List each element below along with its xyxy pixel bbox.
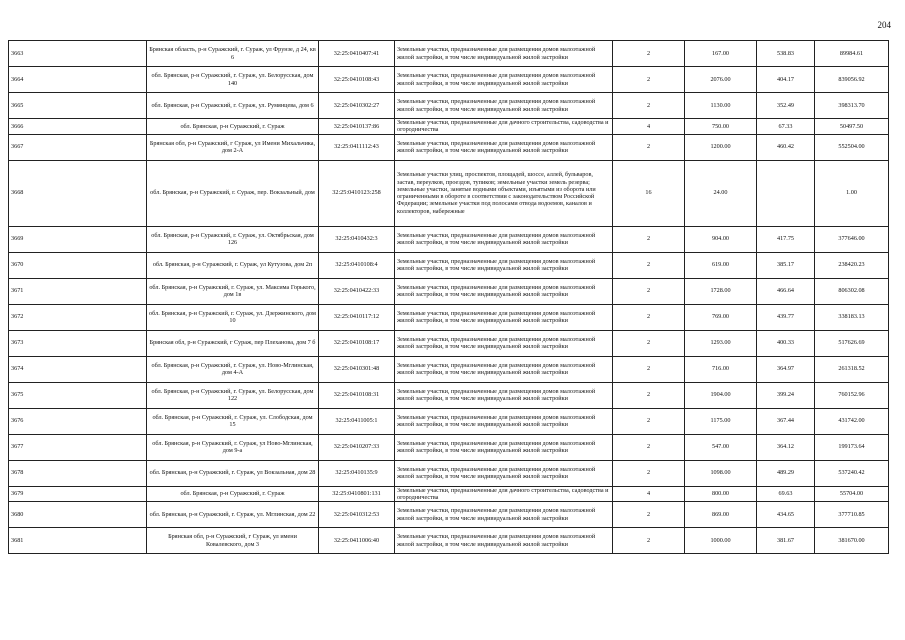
cadastral-number-cell: 32:25:0410108:43 <box>319 67 395 93</box>
table-row <box>9 356 889 382</box>
address-cell: обл. Брянская, р-н Суражский, г. Сураж, ул Ново-Мглинская, дом 9-а <box>147 434 319 460</box>
specific-value-cell: 67.33 <box>757 119 815 135</box>
cadastral-value-cell: 537240.42 <box>815 460 889 486</box>
cadastral-number-cell: 32:25:0410207:33 <box>319 434 395 460</box>
specific-value-cell: 439.77 <box>757 304 815 330</box>
address-cell: Брянская обл, р-н Суражский, г Сураж, ул имени Ковалевского, дом 3 <box>147 528 319 554</box>
cadastral-value-cell: 806302.08 <box>815 278 889 304</box>
use-group-code-cell: 2 <box>613 134 685 160</box>
row-number: 3676 <box>9 408 147 434</box>
cadastral-number-cell: 32:25:0410108:4 <box>319 252 395 278</box>
table-row <box>9 278 889 304</box>
cadastral-value-cell: 55704.00 <box>815 486 889 502</box>
address-cell: обл. Брянская, р-н Суражский, г. Сураж, ул. Румянцева, дом 6 <box>147 93 319 119</box>
area-cell: 1098.00 <box>685 460 757 486</box>
land-use-cell: Земельные участки, предназначенные для размещения домов малоэтажной жилой застройки, в том числе индивидуальной жилой застройки <box>395 93 613 119</box>
table-row <box>9 226 889 252</box>
row-number: 3677 <box>9 434 147 460</box>
row-number: 3673 <box>9 330 147 356</box>
cadastral-number-cell: 32:25:0410407:41 <box>319 41 395 67</box>
use-group-code-cell: 2 <box>613 41 685 67</box>
land-use-cell: Земельные участки, предназначенные для размещения домов малоэтажной жилой застройки, в том числе индивидуальной жилой застройки <box>395 134 613 160</box>
specific-value-cell: 352.49 <box>757 93 815 119</box>
row-number: 3672 <box>9 304 147 330</box>
cadastral-value-cell: 552504.00 <box>815 134 889 160</box>
cadastral-value-cell: 377710.85 <box>815 502 889 528</box>
address-cell: обл. Брянская, р-н Суражский, г. Сураж, ул. Ново-Мглинская, дом 4-А <box>147 356 319 382</box>
cadastral-number-cell: 32:25:0411112:43 <box>319 134 395 160</box>
area-cell: 716.00 <box>685 356 757 382</box>
area-cell: 1293.00 <box>685 330 757 356</box>
area-cell: 1200.00 <box>685 134 757 160</box>
row-number: 3680 <box>9 502 147 528</box>
specific-value-cell: 466.64 <box>757 278 815 304</box>
area-cell: 1130.00 <box>685 93 757 119</box>
cadastral-number-cell: 32:25:0411006:40 <box>319 528 395 554</box>
cadastral-value-cell: 199173.64 <box>815 434 889 460</box>
land-use-cell: Земельные участки, предназначенные для размещения домов малоэтажной жилой застройки, в том числе индивидуальной жилой застройки <box>395 41 613 67</box>
address-cell: обл. Брянская, р-н Суражский, г. Сураж, ул. Мглинская, дом 22 <box>147 502 319 528</box>
address-cell: обл. Брянская, р-н Суражский, г. Сураж, ул Вокзальная, дом 28 <box>147 460 319 486</box>
land-use-cell: Земельные участки, предназначенные для размещения домов малоэтажной жилой застройки, в том числе индивидуальной жилой застройки <box>395 460 613 486</box>
cadastral-number-cell: 32:25:0411005:1 <box>319 408 395 434</box>
specific-value-cell: 489.29 <box>757 460 815 486</box>
row-number: 3665 <box>9 93 147 119</box>
specific-value-cell: 434.65 <box>757 502 815 528</box>
cadastral-value-cell: 839056.92 <box>815 67 889 93</box>
table-row <box>9 502 889 528</box>
land-use-cell: Земельные участки улиц, проспектов, площадей, шоссе, аллей, бульваров, застав, переулков, проездов, тупиков; земельные участки земель резерва; земельные участки, занятые водными объектами, изъятыми из оборота или ограниченными в обороте в соответствии с законодательством Российской Федерации; земельные участки под полосами отвода водоемов, каналов и коллекторов, набережные <box>395 160 613 226</box>
page-number: 204 <box>877 20 891 30</box>
row-number: 3669 <box>9 226 147 252</box>
cadastral-value-cell: 338183.13 <box>815 304 889 330</box>
address-cell: обл. Брянская, р-н Суражский, г. Сураж, ул. Октябрьская, дом 126 <box>147 226 319 252</box>
row-number: 3664 <box>9 67 147 93</box>
table-row <box>9 134 889 160</box>
address-cell: обл. Брянская, р-н Суражский, г. Сураж, ул. Дзержинского, дом 10 <box>147 304 319 330</box>
table-row <box>9 330 889 356</box>
land-use-cell: Земельные участки, предназначенные для размещения домов малоэтажной жилой застройки, в том числе индивидуальной жилой застройки <box>395 67 613 93</box>
cadastral-number-cell: 32:25:0410302:27 <box>319 93 395 119</box>
address-cell: Брянская область, р-н Суражский, г. Сураж, ул Фрунзе, д 24, кв 6 <box>147 41 319 67</box>
specific-value-cell: 381.67 <box>757 528 815 554</box>
area-cell: 1175.00 <box>685 408 757 434</box>
land-use-cell: Земельные участки, предназначенные для размещения домов малоэтажной жилой застройки, в том числе индивидуальной жилой застройки <box>395 252 613 278</box>
specific-value-cell: 404.17 <box>757 67 815 93</box>
row-number: 3670 <box>9 252 147 278</box>
cadastral-number-cell: 32:25:0410123:258 <box>319 160 395 226</box>
specific-value-cell <box>757 160 815 226</box>
land-use-cell: Земельные участки, предназначенные для размещения домов малоэтажной жилой застройки, в том числе индивидуальной жилой застройки <box>395 528 613 554</box>
address-cell: Брянская обл, р-н Суражский, г Сураж, пер Плеханова, дом 7 б <box>147 330 319 356</box>
use-group-code-cell: 2 <box>613 67 685 93</box>
use-group-code-cell: 2 <box>613 460 685 486</box>
area-cell: 167.00 <box>685 41 757 67</box>
land-use-cell: Земельные участки, предназначенные для размещения домов малоэтажной жилой застройки, в том числе индивидуальной жилой застройки <box>395 502 613 528</box>
area-cell: 800.00 <box>685 486 757 502</box>
table-row <box>9 382 889 408</box>
table-row <box>9 304 889 330</box>
land-use-cell: Земельные участки, предназначенные для размещения домов малоэтажной жилой застройки, в том числе индивидуальной жилой застройки <box>395 356 613 382</box>
table-row <box>9 408 889 434</box>
use-group-code-cell: 2 <box>613 528 685 554</box>
row-number: 3678 <box>9 460 147 486</box>
cadastral-value-cell: 50497.50 <box>815 119 889 135</box>
address-cell: обл. Брянская, р-н Суражский, г. Сураж <box>147 119 319 135</box>
cadastral-number-cell: 32:25:0410301:48 <box>319 356 395 382</box>
specific-value-cell: 367.44 <box>757 408 815 434</box>
land-use-cell: Земельные участки, предназначенные для размещения домов малоэтажной жилой застройки, в том числе индивидуальной жилой застройки <box>395 330 613 356</box>
cadastral-value-cell: 261318.52 <box>815 356 889 382</box>
use-group-code-cell: 2 <box>613 304 685 330</box>
cadastral-value-cell: 238420.23 <box>815 252 889 278</box>
use-group-code-cell: 4 <box>613 486 685 502</box>
table-row <box>9 486 889 502</box>
table-row <box>9 93 889 119</box>
table-row <box>9 434 889 460</box>
row-number: 3679 <box>9 486 147 502</box>
specific-value-cell: 417.75 <box>757 226 815 252</box>
use-group-code-cell: 16 <box>613 160 685 226</box>
use-group-code-cell: 2 <box>613 408 685 434</box>
use-group-code-cell: 2 <box>613 434 685 460</box>
address-cell: обл. Брянская, р-н Суражский, г. Сураж, ул. Белорусская, дом 122 <box>147 382 319 408</box>
table-row <box>9 160 889 226</box>
land-use-cell: Земельные участки, предназначенные для дачного строительства, садоводства и огородничества <box>395 486 613 502</box>
use-group-code-cell: 2 <box>613 502 685 528</box>
address-cell: обл. Брянская, р-н Суражский, г. Сураж, пер. Вокзальный, дом <box>147 160 319 226</box>
table-row <box>9 67 889 93</box>
land-use-cell: Земельные участки, предназначенные для размещения домов малоэтажной жилой застройки, в том числе индивидуальной жилой застройки <box>395 304 613 330</box>
area-cell: 1904.00 <box>685 382 757 408</box>
specific-value-cell: 69.63 <box>757 486 815 502</box>
specific-value-cell: 400.33 <box>757 330 815 356</box>
area-cell: 1728.00 <box>685 278 757 304</box>
cadastral-value-cell: 89984.61 <box>815 41 889 67</box>
specific-value-cell: 538.83 <box>757 41 815 67</box>
land-use-cell: Земельные участки, предназначенные для размещения домов малоэтажной жилой застройки, в том числе индивидуальной жилой застройки <box>395 408 613 434</box>
cadastral-value-table <box>8 40 889 554</box>
use-group-code-cell: 2 <box>613 356 685 382</box>
address-cell: обл. Брянская, р-н Суражский, г. Сураж, ул. Максима Горького, дом 1в <box>147 278 319 304</box>
specific-value-cell: 385.17 <box>757 252 815 278</box>
use-group-code-cell: 2 <box>613 252 685 278</box>
cadastral-value-cell: 398313.70 <box>815 93 889 119</box>
cadastral-value-cell: 1.00 <box>815 160 889 226</box>
table-body <box>9 41 889 554</box>
cadastral-number-cell: 32:25:0410422:33 <box>319 278 395 304</box>
cadastral-value-cell: 760152.96 <box>815 382 889 408</box>
cadastral-number-cell: 32:25:0410108:17 <box>319 330 395 356</box>
land-use-cell: Земельные участки, предназначенные для размещения домов малоэтажной жилой застройки, в том числе индивидуальной жилой застройки <box>395 382 613 408</box>
cadastral-value-cell: 377646.00 <box>815 226 889 252</box>
row-number: 3674 <box>9 356 147 382</box>
specific-value-cell: 399.24 <box>757 382 815 408</box>
row-number: 3668 <box>9 160 147 226</box>
area-cell: 2076.00 <box>685 67 757 93</box>
cadastral-number-cell: 32:25:0410108:31 <box>319 382 395 408</box>
row-number: 3671 <box>9 278 147 304</box>
address-cell: обл. Брянская, р-н Суражский, г. Сураж, ул. Слободская, дом 15 <box>147 408 319 434</box>
specific-value-cell: 364.12 <box>757 434 815 460</box>
table-row <box>9 119 889 135</box>
use-group-code-cell: 2 <box>613 330 685 356</box>
land-use-cell: Земельные участки, предназначенные для размещения домов малоэтажной жилой застройки, в том числе индивидуальной жилой застройки <box>395 434 613 460</box>
use-group-code-cell: 4 <box>613 119 685 135</box>
row-number: 3666 <box>9 119 147 135</box>
cadastral-number-cell: 32:25:0410312:53 <box>319 502 395 528</box>
row-number: 3675 <box>9 382 147 408</box>
use-group-code-cell: 2 <box>613 226 685 252</box>
cadastral-number-cell: 32:25:0410432:3 <box>319 226 395 252</box>
specific-value-cell: 460.42 <box>757 134 815 160</box>
area-cell: 904.00 <box>685 226 757 252</box>
cadastral-number-cell: 32:25:0410135:9 <box>319 460 395 486</box>
use-group-code-cell: 2 <box>613 278 685 304</box>
cadastral-number-cell: 32:25:0410137:86 <box>319 119 395 135</box>
cadastral-value-cell: 381670.00 <box>815 528 889 554</box>
table-row <box>9 41 889 67</box>
address-cell: Брянская обл, р-н Суражский, г Сураж, ул Имени Михальчика, дом 2-А <box>147 134 319 160</box>
row-number: 3663 <box>9 41 147 67</box>
use-group-code-cell: 2 <box>613 382 685 408</box>
area-cell: 547.00 <box>685 434 757 460</box>
use-group-code-cell: 2 <box>613 93 685 119</box>
area-cell: 619.00 <box>685 252 757 278</box>
table-row <box>9 252 889 278</box>
row-number: 3681 <box>9 528 147 554</box>
cadastral-number-cell: 32:25:0410117:12 <box>319 304 395 330</box>
address-cell: обл. Брянская, р-н Суражский, г. Сураж <box>147 486 319 502</box>
address-cell: обл. Брянская, р-н Суражский, г. Сураж, ул. Белорусская, дом 140 <box>147 67 319 93</box>
area-cell: 750.00 <box>685 119 757 135</box>
table-row <box>9 528 889 554</box>
specific-value-cell: 364.97 <box>757 356 815 382</box>
cadastral-value-cell: 517626.69 <box>815 330 889 356</box>
area-cell: 769.00 <box>685 304 757 330</box>
area-cell: 1000.00 <box>685 528 757 554</box>
land-use-cell: Земельные участки, предназначенные для размещения домов малоэтажной жилой застройки, в том числе индивидуальной жилой застройки <box>395 226 613 252</box>
cadastral-value-cell: 431742.00 <box>815 408 889 434</box>
row-number: 3667 <box>9 134 147 160</box>
land-use-cell: Земельные участки, предназначенные для размещения домов малоэтажной жилой застройки, в том числе индивидуальной жилой застройки <box>395 278 613 304</box>
address-cell: обл. Брянская, р-н Суражский, г. Сураж, ул Кутузова, дом 2п <box>147 252 319 278</box>
table-row <box>9 460 889 486</box>
cadastral-number-cell: 32:25:0410801:131 <box>319 486 395 502</box>
area-cell: 24.00 <box>685 160 757 226</box>
area-cell: 869.00 <box>685 502 757 528</box>
land-use-cell: Земельные участки, предназначенные для дачного строительства, садоводства и огородничества <box>395 119 613 135</box>
